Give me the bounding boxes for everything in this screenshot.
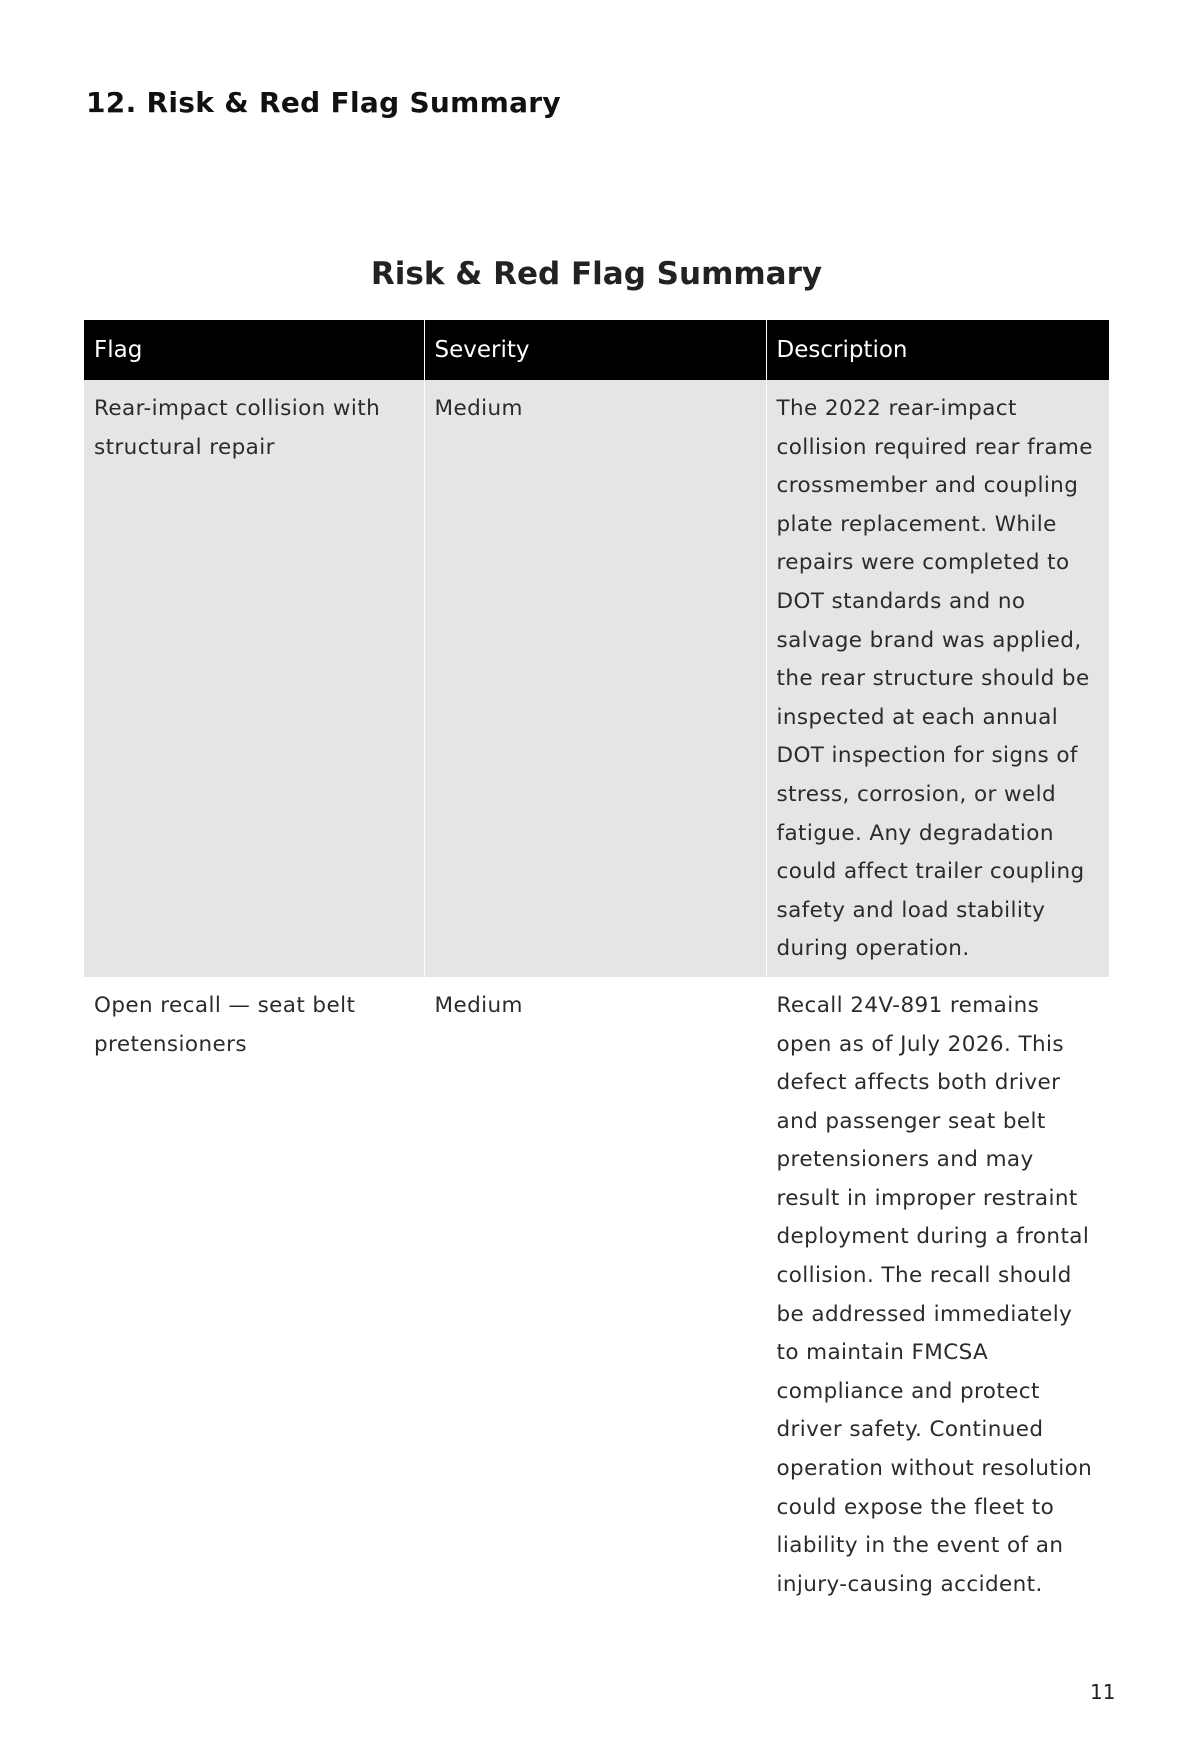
column-header-description: Description <box>766 320 1109 380</box>
table-header-row <box>84 320 1109 380</box>
risk-flag-table <box>84 320 1109 1612</box>
flag-cell: Rear-impact collision with structural repair <box>84 380 424 977</box>
severity-cell: Medium <box>424 977 766 1613</box>
description-cell: Recall 24V-891 remains open as of July 2026. This defect affects both driver and passenger seat belt pretensioners and may result in improper restraint deployment during a frontal collision. The recall should be addressed immediately to maintain FMCSA compliance and protect driver safety. Continued operation without resolution could expose the fleet to liability in the event of an injury-causing accident. <box>766 977 1109 1613</box>
page-number: 11 <box>1090 1680 1116 1704</box>
table-row <box>84 380 1109 977</box>
table-title: Risk & Red Flag Summary <box>370 256 823 292</box>
severity-cell: Medium <box>424 380 766 977</box>
column-header-severity: Severity <box>424 320 766 380</box>
description-cell: The 2022 rear-impact collision required rear frame crossmember and coupling plate replacement. While repairs were completed to DOT standards and no salvage brand was applied, the rear structure should be inspected at each annual DOT inspection for signs of stress, corrosion, or weld fatigue. Any degradation could affect trailer coupling safety and load stability during operation. <box>766 380 1109 977</box>
table-row <box>84 977 1109 1613</box>
section-heading: 12. Risk & Red Flag Summary <box>86 86 561 119</box>
flag-cell: Open recall — seat belt pretensioners <box>84 977 424 1613</box>
column-header-flag: Flag <box>84 320 424 380</box>
